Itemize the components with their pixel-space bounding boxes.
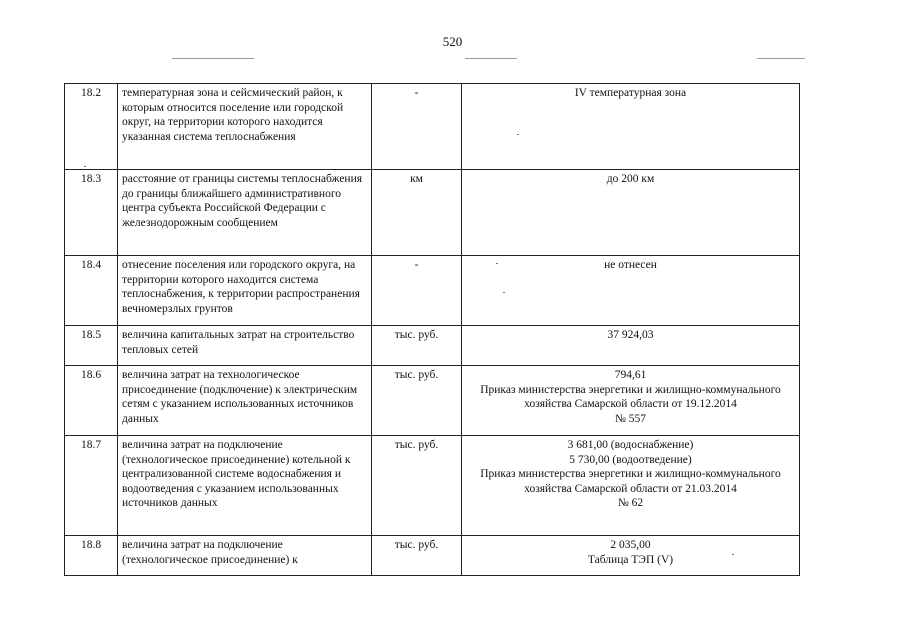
unit: тыс. руб. xyxy=(372,326,462,366)
row-number: 18.7 xyxy=(65,436,118,536)
parameter-value xyxy=(462,256,800,326)
value-line: не отнесен xyxy=(604,259,657,271)
value-line: Приказ министерства энергетики и жилищно-коммунального хозяйства Самарской области от 21.03.2014 xyxy=(480,468,781,495)
parameters-table xyxy=(64,83,800,576)
table-row xyxy=(65,366,800,436)
parameter-name: величина затрат на подключение (технологическое присоединение) котельной к централизованной системе водоснабжения и водоотведения с указанием использованных источников данных xyxy=(118,436,372,536)
value-line: Приказ министерства энергетики и жилищно-коммунального хозяйства Самарской области от 19.12.2014 xyxy=(480,383,781,410)
table-row xyxy=(65,436,800,536)
page-number: 520 xyxy=(442,34,463,49)
table-row xyxy=(65,170,800,256)
value-line: 3 681,00 (водоснабжение) xyxy=(567,439,694,451)
parameter-name: отнесение поселения или городского округа, на территории которого находится система теплоснабжения, к территории распространения вечномерзлых грунтов xyxy=(118,256,372,326)
table-row xyxy=(65,536,800,576)
row-number: 18.4 xyxy=(65,256,118,326)
parameter-name: величина капитальных затрат на строительство тепловых сетей xyxy=(118,326,372,366)
value-line: 794,61 xyxy=(614,369,647,381)
scan-speck xyxy=(517,134,519,135)
unit: км xyxy=(372,170,462,256)
row-number: 18.5 xyxy=(65,326,118,366)
value-line: 37 924,03 xyxy=(607,329,654,341)
scan-speck xyxy=(503,292,505,293)
parameter-name: величина затрат на подключение (технологическое присоединение) к xyxy=(118,536,372,576)
scan-speck xyxy=(496,263,498,264)
value-line: Таблица ТЭП (V) xyxy=(587,553,674,566)
unit: - xyxy=(372,84,462,170)
parameter-value xyxy=(462,170,800,256)
value-line: IV температурная зона xyxy=(574,87,687,99)
parameter-value xyxy=(462,366,800,436)
table-row xyxy=(65,84,800,170)
table-row xyxy=(65,326,800,366)
unit: тыс. руб. xyxy=(372,536,462,576)
unit: - xyxy=(372,256,462,326)
scan-artifact-line xyxy=(172,58,254,59)
parameter-value xyxy=(462,326,800,366)
row-number: 18.6 xyxy=(65,366,118,436)
value-line: № 62 xyxy=(617,497,644,509)
value-line: до 200 км xyxy=(606,173,655,185)
scan-artifact-line xyxy=(465,58,517,59)
unit: тыс. руб. xyxy=(372,436,462,536)
scan-artifact-line xyxy=(757,58,805,59)
table-row xyxy=(65,256,800,326)
row-number: 18.3 xyxy=(65,170,118,256)
value-line: 2 035,00 xyxy=(610,539,651,551)
parameter-name: расстояние от границы системы теплоснабжения до границы ближайшего административного центра субъекта Российской Федерации с железнодорожным сообщением xyxy=(118,170,372,256)
scan-speck xyxy=(732,554,734,555)
parameter-value xyxy=(462,436,800,536)
value-line: № 557 xyxy=(614,412,647,425)
row-number: 18.2 xyxy=(65,84,118,170)
unit: тыс. руб. xyxy=(372,366,462,436)
parameter-value xyxy=(462,84,800,170)
row-number: 18.8 xyxy=(65,536,118,576)
parameter-value xyxy=(462,536,800,576)
scan-speck xyxy=(84,166,86,167)
parameter-name: температурная зона и сейсмический район, к которым относится поселение или городской округ, на территории которого находится указанная система теплоснабжения xyxy=(118,84,372,170)
value-line: 5 730,00 (водоотведение) xyxy=(569,453,692,466)
parameter-name: величина затрат на технологическое присоединение (подключение) к электрическим сетям с указанием использованных источников данных xyxy=(118,366,372,436)
